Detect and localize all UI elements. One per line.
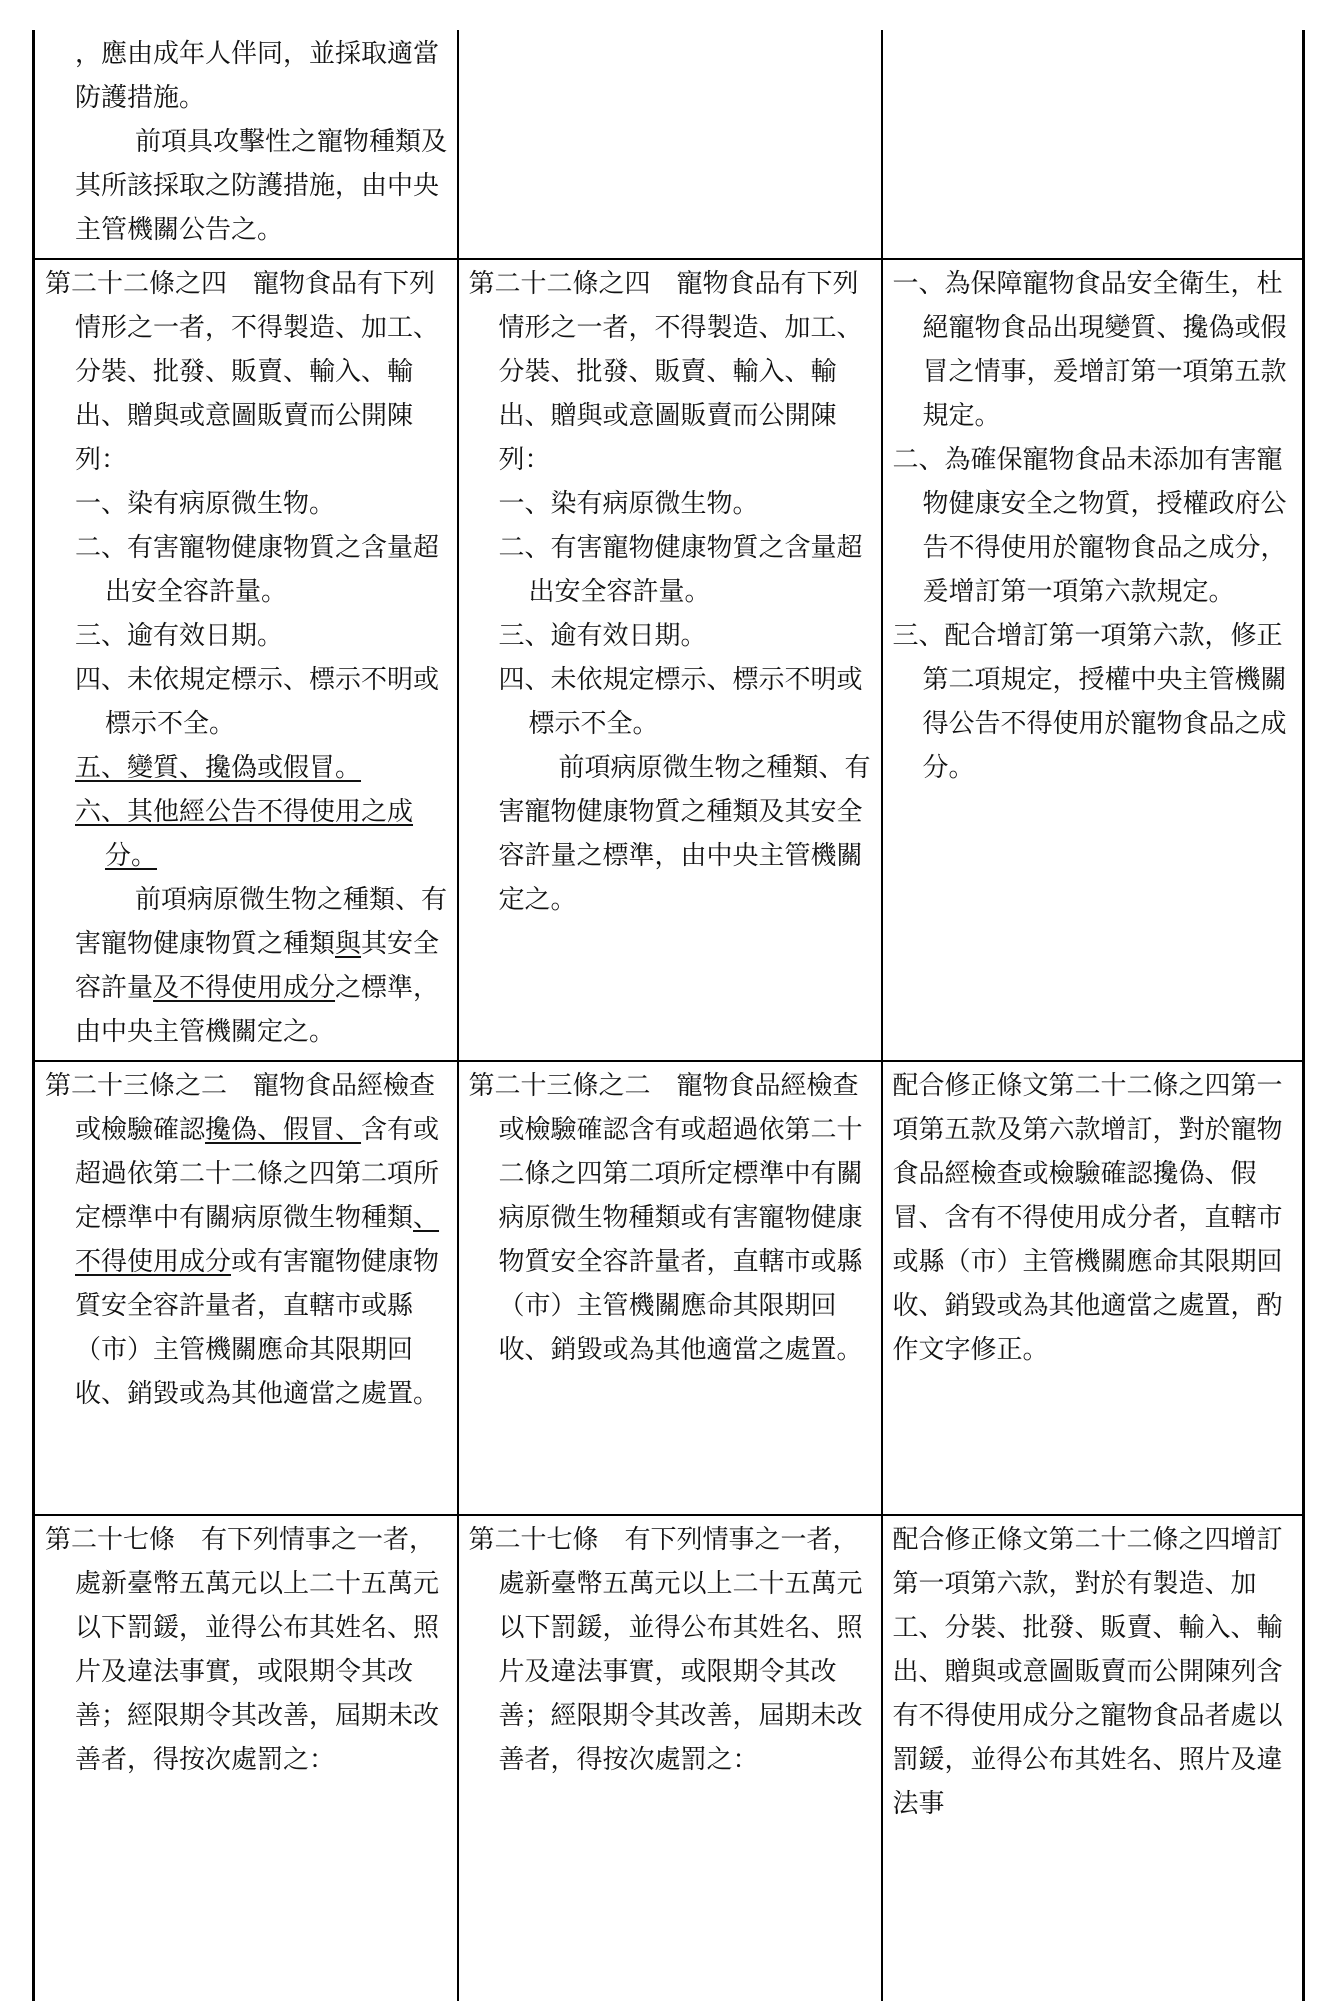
article-title: 第二十二條之四: [468, 269, 651, 299]
article-lead-text: 寵物食品有下列情形之一者，不得製造、加工、分裝、批發、販賣、輸入、輸出、贈與或意圖販賣而公開陳列：: [498, 269, 863, 475]
article-title: 第二十三條之二: [468, 1071, 651, 1101]
text-segment: 前項病原微生物之種類、有害寵物健康物質之種類: [75, 885, 448, 959]
amended-underline: 六、其他經公告不得使用之成分。: [75, 797, 414, 871]
text-segment: 含有或超過依第二十二條之四第二項所定標準中有關病原微生物種類: [75, 1115, 440, 1233]
article-body: 有下列情事之一者，處新臺幣五萬元以上二十五萬元以下罰鍰，並得公布其姓名、照片及違法事實，或限期令其改善；經限期令其改善，屆期未改善者，得按次處罰之：: [75, 1525, 440, 1775]
current-paragraph-2: 前項病原微生物之種類、有害寵物健康物質之種類及其安全容許量之標準，由中央主管機關定之。: [498, 753, 871, 915]
list-item: 一、染有病原微生物。: [75, 489, 336, 519]
reason-cell: [882, 259, 1304, 1061]
current-article-text: [469, 1518, 873, 1782]
list-item: 四、未依規定標示、標示不明或標示不全。: [75, 665, 440, 739]
reason-text: 配合修正條文第二十二條之四增訂第一項第六款，對於有製造、加工、分裝、批發、販賣、輸入、輸出、贈與或意圖販賣而公開陳列含有不得使用成分之寵物食品者處以罰鍰，並得公布其姓名、照片及違法事: [892, 1525, 1283, 1819]
amended-paragraph-2: 前項具攻擊性之寵物種類及其所該採取之防護措施，由中央主管機關公告之。: [75, 127, 448, 245]
reason-text: 配合修正條文第二十二條之四第一項第五款及第六款增訂，對於寵物食品經檢查或檢驗確認攙偽、假冒、含有不得使用成分者，直轄市或縣（市）主管機關應命其限期回收、銷毀或為其他適當之處置，酌作文字修正。: [892, 1071, 1283, 1365]
amended-continuation: ，應由成年人伴同，並採取適當防護措施。: [75, 39, 440, 113]
list-item: 四、未依規定標示、標示不明或標示不全。: [498, 665, 863, 739]
article-title: 第二十三條之二: [45, 1071, 228, 1101]
current-cell: [458, 30, 882, 259]
table-row-continuation: [34, 30, 1304, 259]
amended-article-text: [45, 1064, 449, 1416]
list-item: 一、染有病原微生物。: [498, 489, 759, 519]
table-row-article-22-4: [34, 259, 1304, 1061]
amended-cell: [34, 1515, 458, 2001]
table-row-article-27: [34, 1515, 1304, 2001]
article-title: 第二十二條之四: [45, 269, 228, 299]
article-title: 第二十七條: [468, 1525, 599, 1555]
amended-underline: 攙偽、假冒、: [205, 1115, 362, 1145]
amended-cell: [34, 259, 458, 1061]
reason-cell: [882, 1515, 1304, 2001]
reason-item: 三、配合增訂第一項第六款，修正第二項規定，授權中央主管機關得公告不得使用於寵物食品之成分。: [892, 621, 1287, 783]
list-item-new-5: [45, 746, 449, 790]
text-segment: 其安全容許量: [75, 929, 440, 1003]
current-cell: [458, 259, 882, 1061]
comparison-table: [32, 30, 1305, 2001]
list-item: 二、有害寵物健康物質之含量超出安全容許量。: [75, 533, 440, 607]
list-item: 三、逾有效日期。: [498, 621, 707, 651]
article-body: 寵物食品經檢查或檢驗確認含有或超過依第二十二條之四第二項所定標準中有關病原微生物種類或有害寵物健康物質安全容許量者，直轄市或縣（市）主管機關應命其限期回收、銷毀或為其他適當之處置。: [498, 1071, 863, 1365]
list-item: 三、逾有效日期。: [75, 621, 284, 651]
text-segment: 或有害寵物健康物質安全容許量者，直轄市或縣（市）主管機關應命其限期回收、銷毀或為其他適當之處置。: [75, 1247, 440, 1409]
current-article-lead: [469, 262, 873, 482]
table-row-article-23-2: [34, 1061, 1304, 1515]
amended-underline: 、不得使用成分: [75, 1203, 440, 1277]
amended-paragraph-2: [45, 878, 449, 1054]
amended-underline: 及不得使用成分: [153, 973, 336, 1003]
amended-underline: 五、變質、攙偽或假冒。: [75, 753, 362, 783]
list-item: 二、有害寵物健康物質之含量超出安全容許量。: [498, 533, 863, 607]
text-segment: 之標準，由中央主管機關定之。: [75, 973, 440, 1047]
amended-cell: [34, 1061, 458, 1515]
list-item-new-6: [45, 790, 449, 878]
amended-cell: [34, 30, 458, 259]
current-cell: [458, 1061, 882, 1515]
amended-article-lead: [45, 262, 449, 482]
reason-cell: [882, 1061, 1304, 1515]
article-lead-text: 寵物食品有下列情形之一者，不得製造、加工、分裝、批發、販賣、輸入、輸出、贈與或意圖販賣而公開陳列：: [75, 269, 440, 475]
text-segment: 寵物食品經檢查或檢驗確認: [75, 1071, 436, 1145]
reason-item: 一、為保障寵物食品安全衛生，杜絕寵物食品出現變質、攙偽或假冒之情事，爰增訂第一項第五款規定。: [892, 269, 1287, 431]
reason-item: 二、為確保寵物食品未添加有害寵物健康安全之物質，授權政府公告不得使用於寵物食品之成分，爰增訂第一項第六款規定。: [892, 445, 1287, 607]
article-body: 有下列情事之一者，處新臺幣五萬元以上二十五萬元以下罰鍰，並得公布其姓名、照片及違法事實，或限期令其改善；經限期令其改善，屆期未改善者，得按次處罰之：: [498, 1525, 863, 1775]
current-article-text: [469, 1064, 873, 1372]
amended-underline: 與: [335, 929, 362, 959]
amended-article-text: [45, 1518, 449, 1782]
article-title: 第二十七條: [45, 1525, 176, 1555]
current-cell: [458, 1515, 882, 2001]
reason-cell: [882, 30, 1304, 259]
